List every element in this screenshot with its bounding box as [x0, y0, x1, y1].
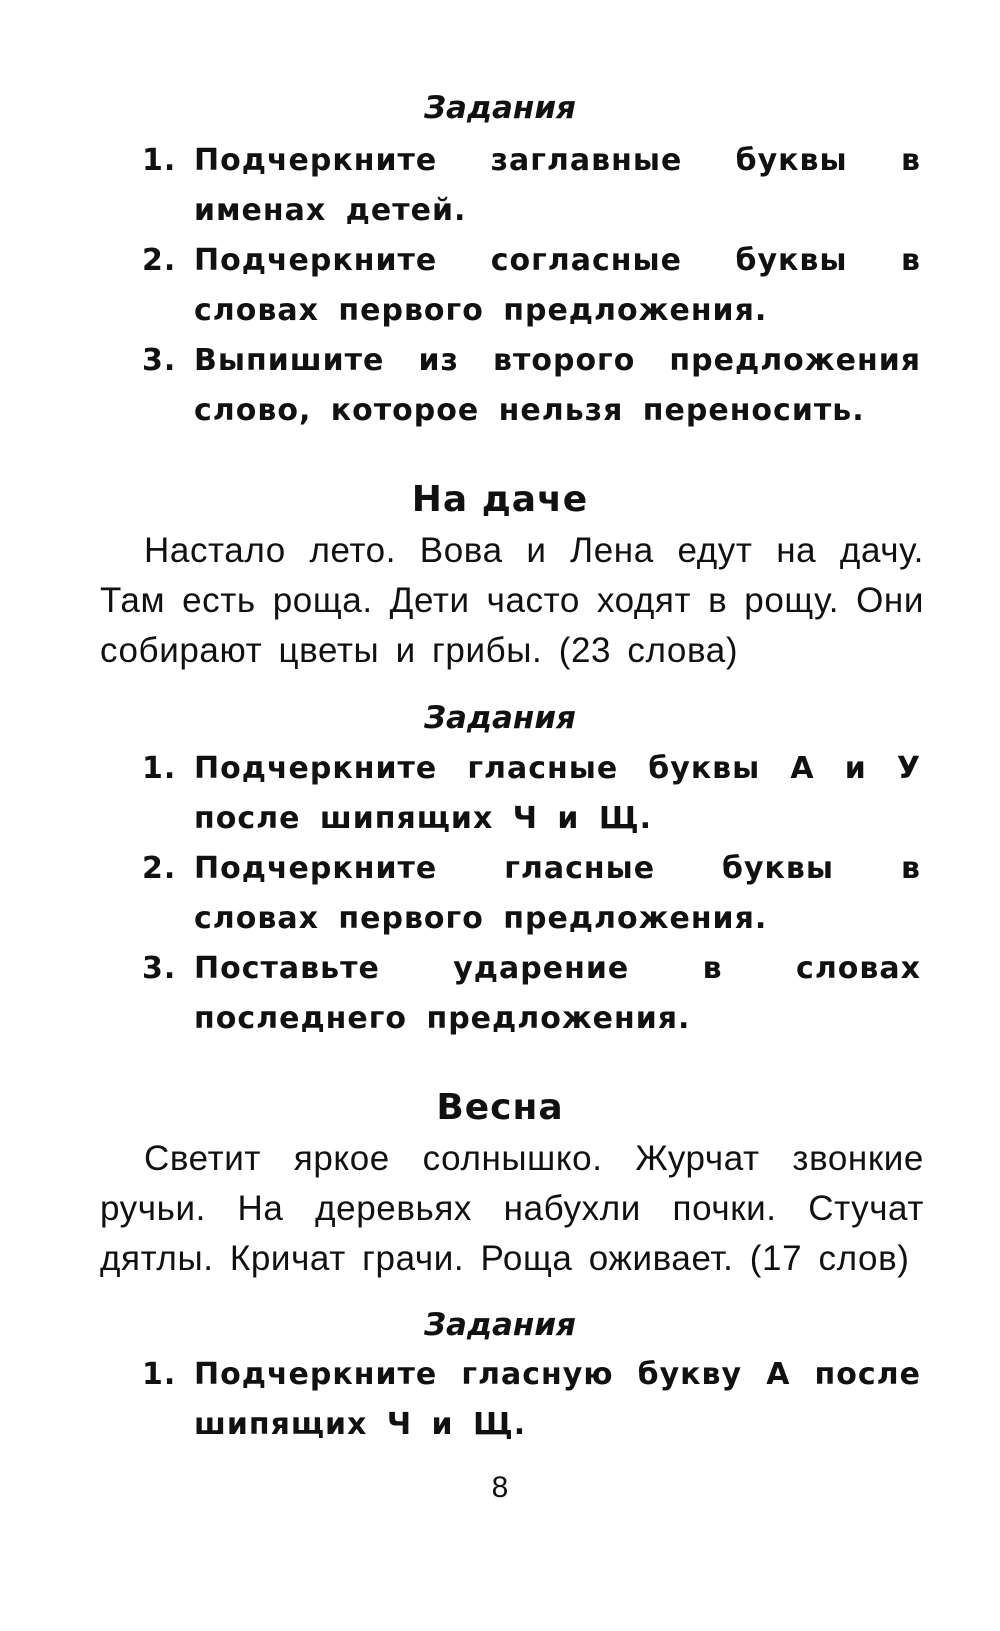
task-number: 1.: [142, 751, 177, 786]
task-item: [0, 844, 921, 944]
task-number: 1.: [142, 1357, 177, 1392]
task-number: 3.: [142, 343, 177, 378]
task-list: [0, 1350, 1000, 1450]
story-title: Весна: [436, 1087, 564, 1128]
task-text: Выпишите из второго предложения слово, которое нельзя переносить.: [194, 343, 921, 428]
task-text: Подчеркните согласные буквы в словах первого предложения.: [194, 243, 921, 328]
task-number: 2.: [142, 851, 177, 886]
story-text: Настало лето. Вова и Лена едут на дачу. Там есть роща. Дети часто ходят в рощу. Они собирают цветы и грибы. (23 слова): [100, 531, 924, 670]
task-text: Подчеркните гласную букву А после шипящих Ч и Щ.: [194, 1357, 921, 1442]
task-number: 3.: [142, 951, 177, 986]
task-number: 1.: [142, 143, 177, 178]
task-item: [0, 944, 921, 1044]
tasks-heading: Задания: [424, 90, 576, 126]
task-number: 2.: [142, 243, 177, 278]
task-text: Подчеркните гласные буквы в словах первого предложения.: [194, 851, 921, 936]
task-text: Подчеркните гласные буквы А и У после шипящих Ч и Щ.: [194, 751, 921, 836]
task-item: [0, 336, 921, 436]
page-number: 8: [491, 1471, 509, 1504]
task-text: Поставьте ударение в словах последнего предложения.: [194, 951, 921, 1036]
tasks-heading: Задания: [424, 700, 576, 736]
task-item: [0, 744, 921, 844]
story-title: На даче: [411, 479, 589, 520]
task-text: Подчеркните заглавные буквы в именах детей.: [194, 143, 921, 228]
task-item: [0, 136, 921, 236]
task-list: [0, 744, 1000, 1044]
task-item: [0, 236, 921, 336]
task-list: [0, 136, 1000, 436]
tasks-heading: Задания: [424, 1307, 576, 1343]
story-text: Светит яркое солнышко. Журчат звонкие ручьи. На деревьях набухли почки. Стучат дятлы. Кричат грачи. Роща оживает. (17 слов): [100, 1139, 924, 1278]
task-item: [0, 1350, 921, 1450]
